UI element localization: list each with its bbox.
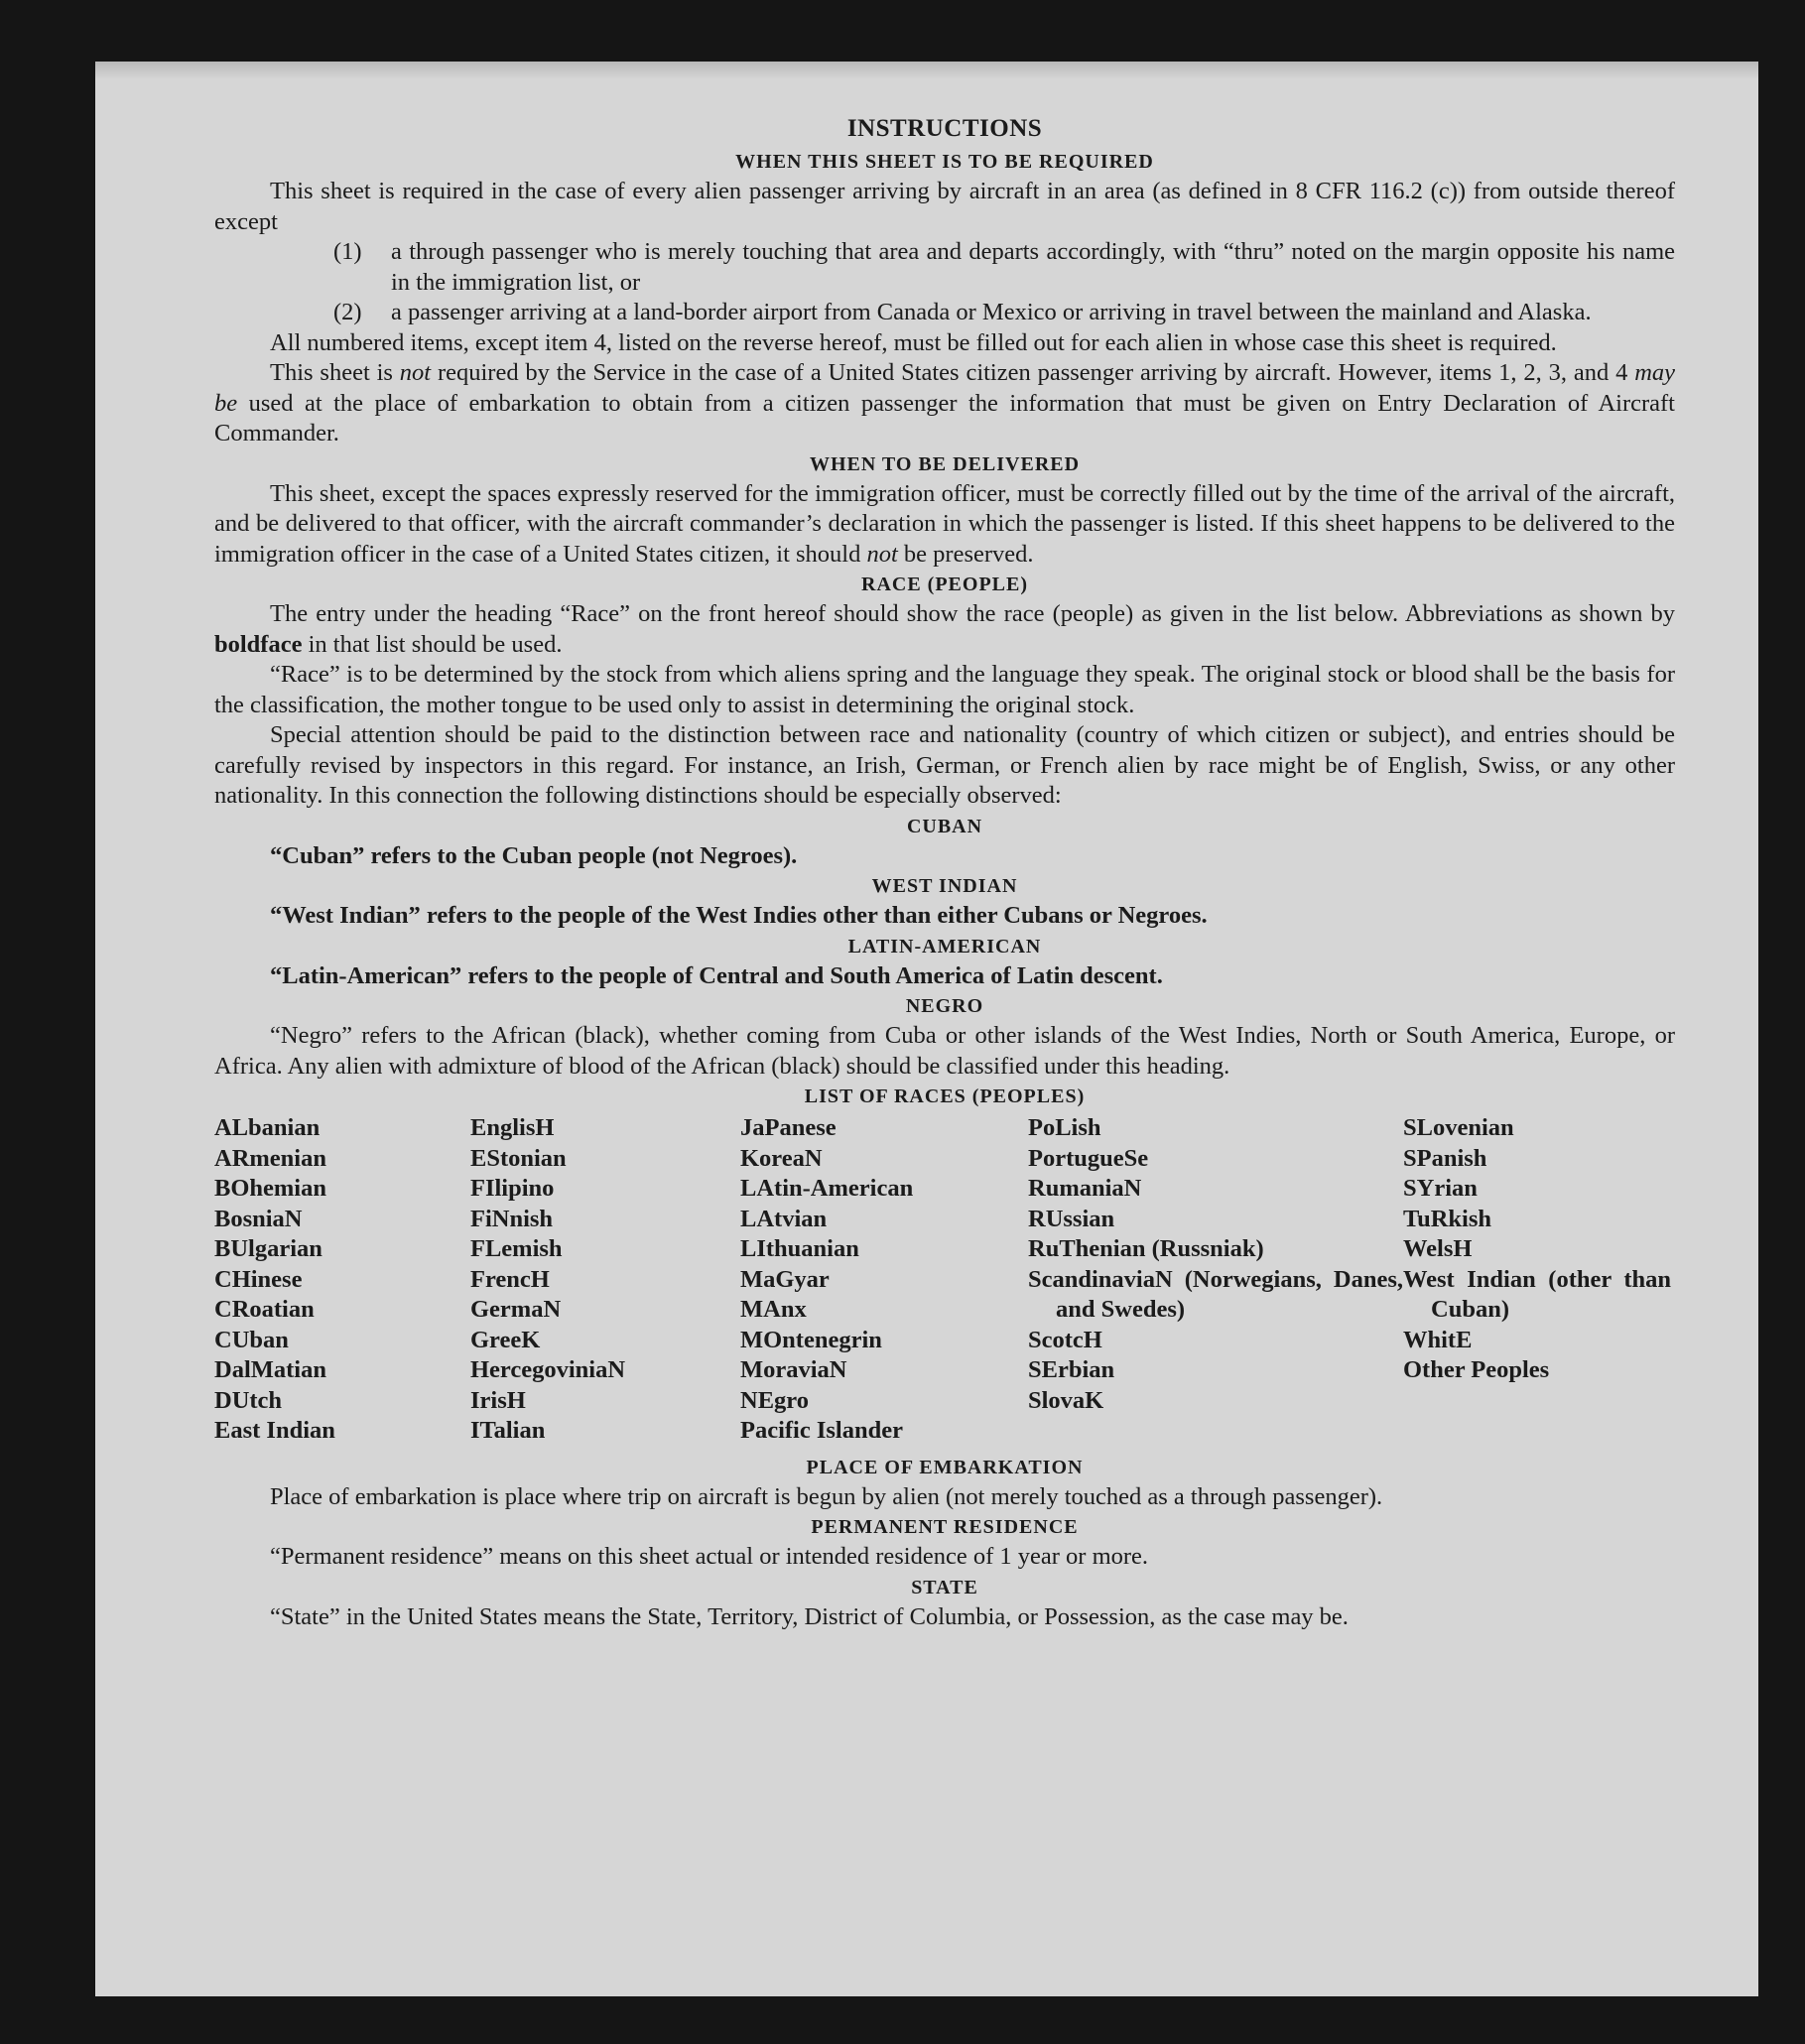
race-item: DUtch	[214, 1386, 283, 1414]
race-item: MOntenegrin	[740, 1326, 882, 1353]
race-item: JaPanese	[740, 1114, 837, 1141]
exception-number: (2)	[333, 299, 362, 325]
exceptions-list	[214, 237, 1675, 328]
required-paragraph-3: This sheet is not required by the Service in the case of a United States citizen passenger arriving by aircraft. However, items 1, 2, 3, and 4 may be used at the place of embarkation to obtain from a citizen passenger the information that must be given on Entry Declaration of Aircraft Commander.	[214, 359, 1676, 447]
exception-text: a passenger arriving at a land-border airport from Canada or Mexico or arriving in travel between the mainland and Alaska.	[391, 299, 1592, 325]
race-item: LAtin-American	[740, 1175, 914, 1202]
race-item: ALbanian	[214, 1114, 321, 1141]
cuban-text: “Cuban” refers to the Cuban people (not Negroes).	[270, 841, 798, 869]
page-title: INSTRUCTIONS	[846, 115, 1043, 142]
race-item: GermaN	[470, 1296, 562, 1323]
race-item: RuThenian (Russniak)	[1028, 1235, 1264, 1262]
heading-when-required: WHEN THIS SHEET IS TO BE REQUIRED	[735, 151, 1154, 173]
race-paragraph-2: “Race” is to be determined by the stock from which aliens spring and the language they speak. The original stock or blood shall be the basis for the classification, the mother tongue to be used only to assist in determining the original stock.	[214, 661, 1675, 718]
race-item: IrisH	[470, 1386, 526, 1414]
race-item: SYrian	[1403, 1175, 1478, 1202]
race-item: RUssian	[1028, 1205, 1115, 1232]
race-item: SPanish	[1403, 1144, 1487, 1172]
race-item: FLemish	[470, 1235, 563, 1262]
race-item: EnglisH	[470, 1114, 555, 1141]
race-item: FIlipino	[470, 1175, 555, 1202]
race-item: Pacific Islander	[740, 1417, 903, 1444]
race-paragraph-1: The entry under the heading “Race” on the front hereof should show the race (people) as given in the list below. Abbreviations as shown by boldface in that list should be used.	[214, 600, 1675, 658]
race-item: EStonian	[470, 1144, 567, 1172]
exception-number: (1)	[333, 238, 362, 265]
required-paragraph-2: All numbered items, except item 4, listed on the reverse hereof, must be filled out for each alien in whose case this sheet is required.	[270, 328, 1557, 356]
races-column-3	[740, 1113, 1028, 1447]
race-item: RumaniaN	[1028, 1175, 1142, 1202]
race-item: HercegoviniaN	[470, 1356, 626, 1383]
race-item: Other Peoples	[1403, 1356, 1550, 1383]
race-item: CUban	[214, 1326, 289, 1353]
heading-west-indian: WEST INDIAN	[871, 875, 1018, 897]
race-item: East Indian	[214, 1417, 335, 1444]
race-item: LIthuanian	[740, 1235, 859, 1262]
race-item: PoLish	[1028, 1114, 1101, 1141]
heading-negro: NEGRO	[905, 995, 984, 1017]
race-item: SErbian	[1028, 1356, 1115, 1383]
race-item: ARmenian	[214, 1144, 326, 1172]
heading-permanent-residence: PERMANENT RESIDENCE	[811, 1516, 1079, 1538]
heading-latin-american: LATIN-AMERICAN	[847, 935, 1042, 958]
heading-place-of-embarkation: PLACE OF EMBARKATION	[806, 1456, 1084, 1478]
race-item: BOhemian	[214, 1175, 326, 1202]
race-item: DalMatian	[214, 1356, 326, 1383]
race-item: CRoatian	[214, 1296, 315, 1323]
race-item: MAnx	[740, 1296, 807, 1323]
race-item: WelsH	[1403, 1235, 1473, 1262]
heading-list-of-races: LIST OF RACES (PEOPLES)	[804, 1086, 1086, 1107]
embarkation-text: Place of embarkation is place where trip on aircraft is begun by alien (not merely touched as a through passenger).	[270, 1482, 1383, 1510]
heading-race: RACE (PEOPLE)	[861, 574, 1028, 595]
race-item: LAtvian	[740, 1205, 828, 1232]
races-column-2	[470, 1113, 740, 1447]
race-item: TuRkish	[1403, 1205, 1492, 1232]
race-item: FiNnish	[470, 1205, 554, 1232]
races-list	[214, 1113, 1675, 1447]
instruction-sheet	[95, 62, 1758, 1996]
race-item: SlovaK	[1028, 1386, 1104, 1414]
heading-cuban: CUBAN	[906, 815, 983, 837]
race-item: CHinese	[214, 1265, 303, 1293]
race-paragraph-3: Special attention should be paid to the distinction between race and nationality (country of which citizen or subject), and entries should be carefully revised by inspectors in this regard. For instance, an Irish, German, or French alien by race might be of English, Swiss, or any other nationality. In this connection the following distinctions should be especially observed:	[214, 721, 1675, 809]
race-item-scandinavian: ScandinaviaN (Norwegians, Danes, and Swedes)	[1028, 1265, 1403, 1323]
races-column-1	[214, 1113, 470, 1447]
race-item: SLovenian	[1403, 1114, 1514, 1141]
exception-text: a through passenger who is merely touching that area and departs accordingly, with “thru” noted on the margin opposite his name in the immigration list, or	[391, 238, 1675, 296]
race-item: BUlgarian	[214, 1235, 322, 1262]
exception-item	[333, 237, 1675, 298]
race-item: ITalian	[470, 1417, 546, 1444]
required-paragraph-1: This sheet is required in the case of every alien passenger arriving by aircraft in an area (as defined in 8 CFR 116.2 (c)) from outside thereof except	[214, 178, 1675, 235]
race-item: PortugueSe	[1028, 1144, 1149, 1172]
race-item: FrencH	[470, 1265, 550, 1293]
west-indian-text: “West Indian” refers to the people of the West Indies other than either Cubans or Negroes.	[270, 902, 1208, 929]
heading-state: STATE	[911, 1576, 978, 1598]
heading-when-delivered: WHEN TO BE DELIVERED	[809, 452, 1081, 475]
delivered-paragraph: This sheet, except the spaces expressly reserved for the immigration officer, must be correctly filled out by the time of the arrival of the aircraft, and be delivered to that officer, with the aircraft commander’s declaration in which the passenger is listed. If this sheet happens to be delivered to the immigration officer in the case of a United States citizen, it should not be preserved.	[214, 479, 1675, 568]
races-column-4	[1028, 1113, 1403, 1447]
race-item: MaGyar	[740, 1265, 830, 1293]
race-item: ScotcH	[1028, 1326, 1102, 1353]
race-item: KoreaN	[740, 1144, 823, 1172]
race-item-west-indian: West Indian (other than Cuban)	[1403, 1265, 1671, 1323]
negro-text: “Negro” refers to the African (black), whether coming from Cuba or other islands of the West Indies, North or South America, Europe, or Africa. Any alien with admixture of blood of the African (black) should be classified under this heading.	[214, 1022, 1675, 1080]
exception-item	[333, 298, 1675, 328]
race-item: GreeK	[470, 1326, 541, 1353]
race-item: WhitE	[1403, 1326, 1473, 1353]
state-text: “State” in the United States means the State, Territory, District of Columbia, or Possession, as the case may be.	[270, 1602, 1349, 1630]
residence-text: “Permanent residence” means on this sheet actual or intended residence of 1 year or more.	[270, 1543, 1149, 1570]
race-item: BosniaN	[214, 1205, 303, 1232]
races-column-5	[1403, 1113, 1671, 1447]
latin-american-text: “Latin-American” refers to the people of Central and South America of Latin descent.	[270, 961, 1163, 989]
race-item: NEgro	[740, 1386, 809, 1414]
race-item: MoraviaN	[740, 1356, 847, 1383]
